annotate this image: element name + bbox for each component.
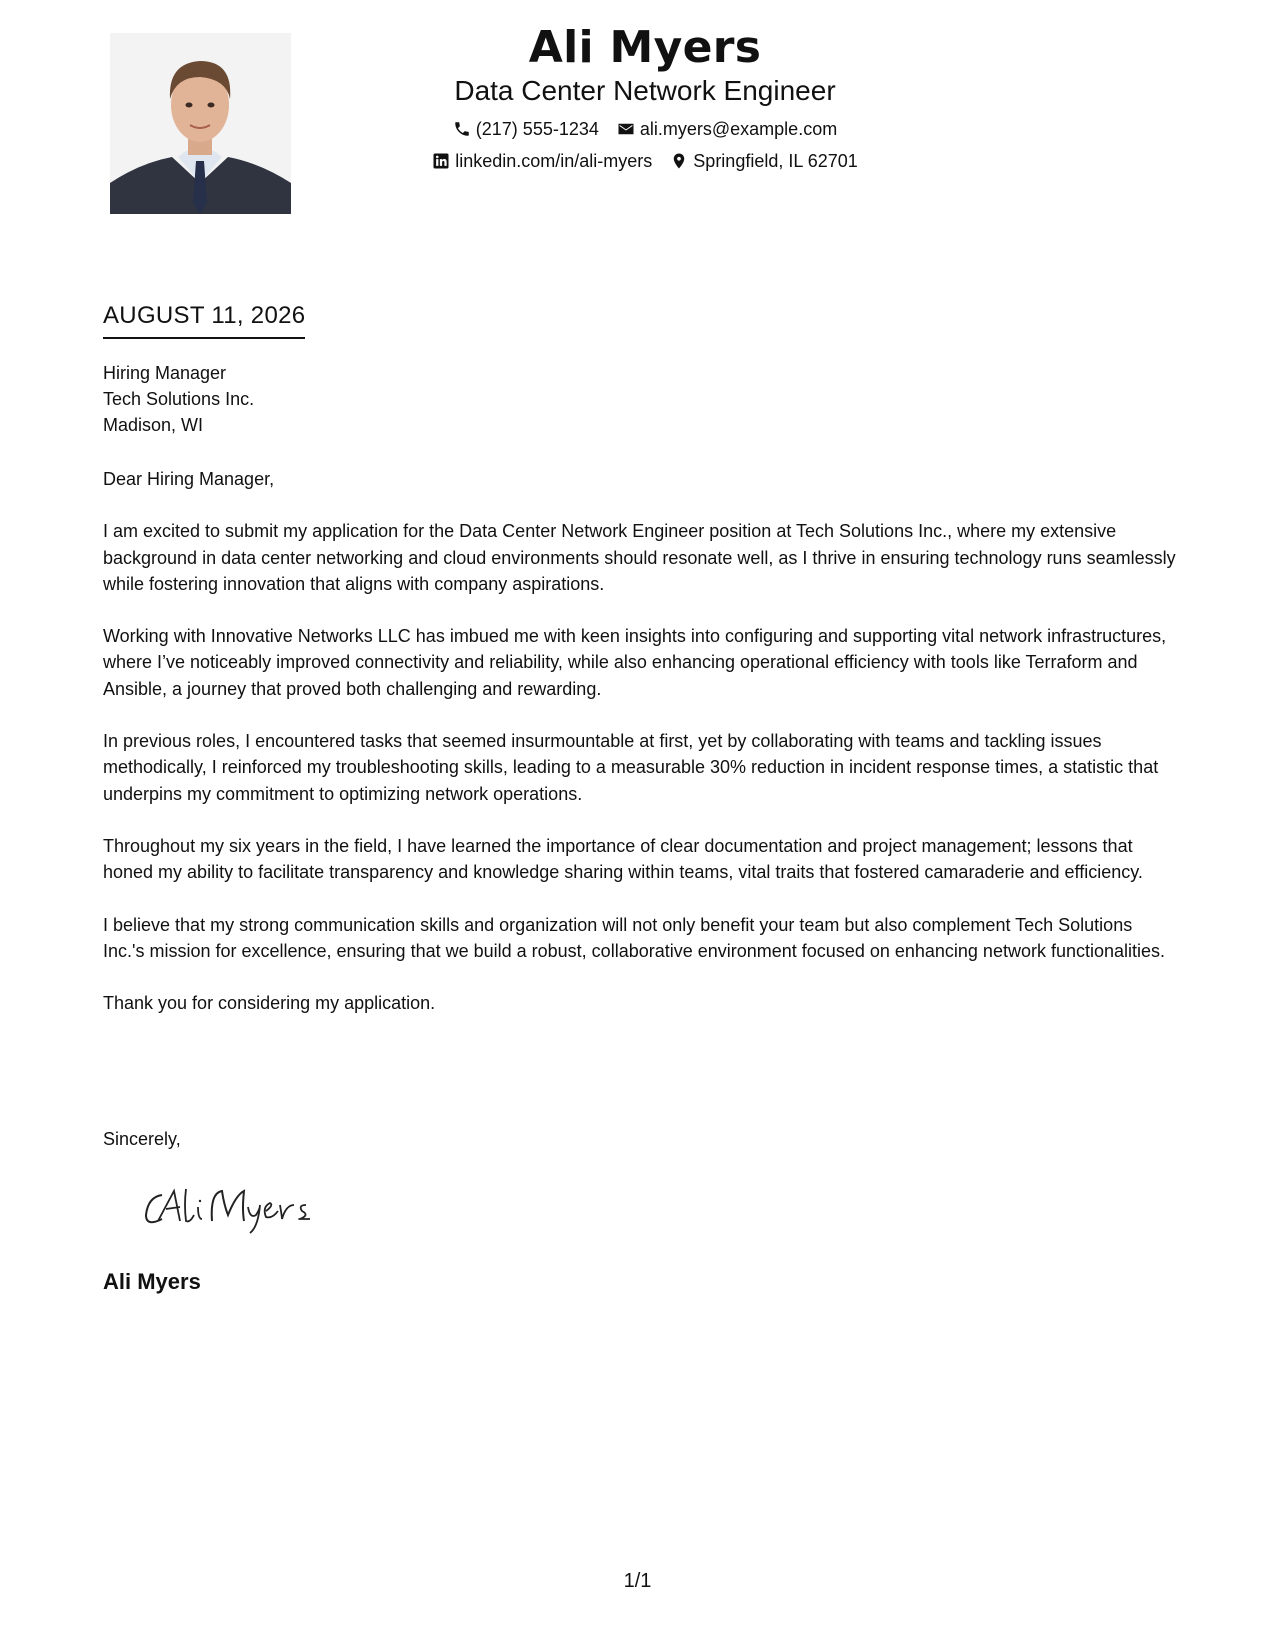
phone-number: (217) 555-1234 [475,119,599,139]
profile-photo [110,33,291,214]
recipient-title: Hiring Manager [103,363,227,383]
portrait-illustration [110,33,291,214]
body-paragraph: Throughout my six years in the field, I have learned the importance of clear documentation and project management; lessons that honed my ability to facilitate transparency and knowledge sharing within teams, vital traits that fostered camaraderie and efficiency. [103,835,1143,883]
job-title: Data Center Network Engineer [454,75,836,106]
salutation: Dear Hiring Manager, [103,469,275,489]
recipient-block [103,360,254,438]
location-contact [670,150,857,172]
letter-header [300,22,990,172]
thank-you-line: Thank you for considering my application. [103,993,436,1014]
email-contact[interactable] [617,118,837,140]
linkedin-contact[interactable] [432,150,652,172]
handwritten-signature [140,1175,330,1235]
body-paragraph: In previous roles, I encountered tasks that seemed insurmountable at first, yet by collaborating with teams and tackling issues methodically, I reinforced my troubleshooting skills, leading to a measurable 30% reduction in incident response times, a statistic that underpins my commitment to optimizing network operations. [103,731,1159,804]
page-number: 1/1 [623,1570,652,1592]
closing: Sincerely, [103,1129,181,1149]
body-paragraph: I am excited to submit my application for the Data Center Network Engineer position at Tech Solutions Inc., where my extensive background in data center networking and cloud environments should resonate well, as I thrive in ensuring technology runs seamlessly while fostering innovation that aligns with company aspirations. [103,521,1176,594]
envelope-icon [617,120,635,138]
body-paragraph: Working with Innovative Networks LLC has imbued me with keen insights into configuring and supporting vital network infrastructures, where I’ve noticeably improved connectivity and reliability, while also enhancing operational efficiency with tools like Terraform and Ansible, a journey that proved both challenging and rewarding. [103,626,1167,699]
body-paragraph: I believe that my strong communication skills and organization will not only benefit your team but also complement Tech Solutions Inc.'s mission for excellence, ensuring that we build a robust, collaborative environment focused on enhancing network functionalities. [103,914,1166,961]
signer-name: Ali Myers [103,1269,201,1294]
applicant-name: Ali Myers [528,22,762,73]
contact-row-2 [300,150,990,172]
letter-date: AUGUST 11, 2026 [103,301,305,339]
map-pin-icon [670,152,688,170]
recipient-company: Tech Solutions Inc. [103,389,255,409]
location-text: Springfield, IL 62701 [693,151,858,171]
phone-icon [453,120,471,138]
contact-row-1 [300,118,990,140]
linkedin-url: linkedin.com/in/ali-myers [455,151,653,171]
recipient-location: Madison, WI [103,415,204,435]
letter-body [103,466,1178,1042]
linkedin-icon [432,152,450,170]
phone-contact[interactable] [453,118,599,140]
email-address: ali.myers@example.com [639,119,838,139]
